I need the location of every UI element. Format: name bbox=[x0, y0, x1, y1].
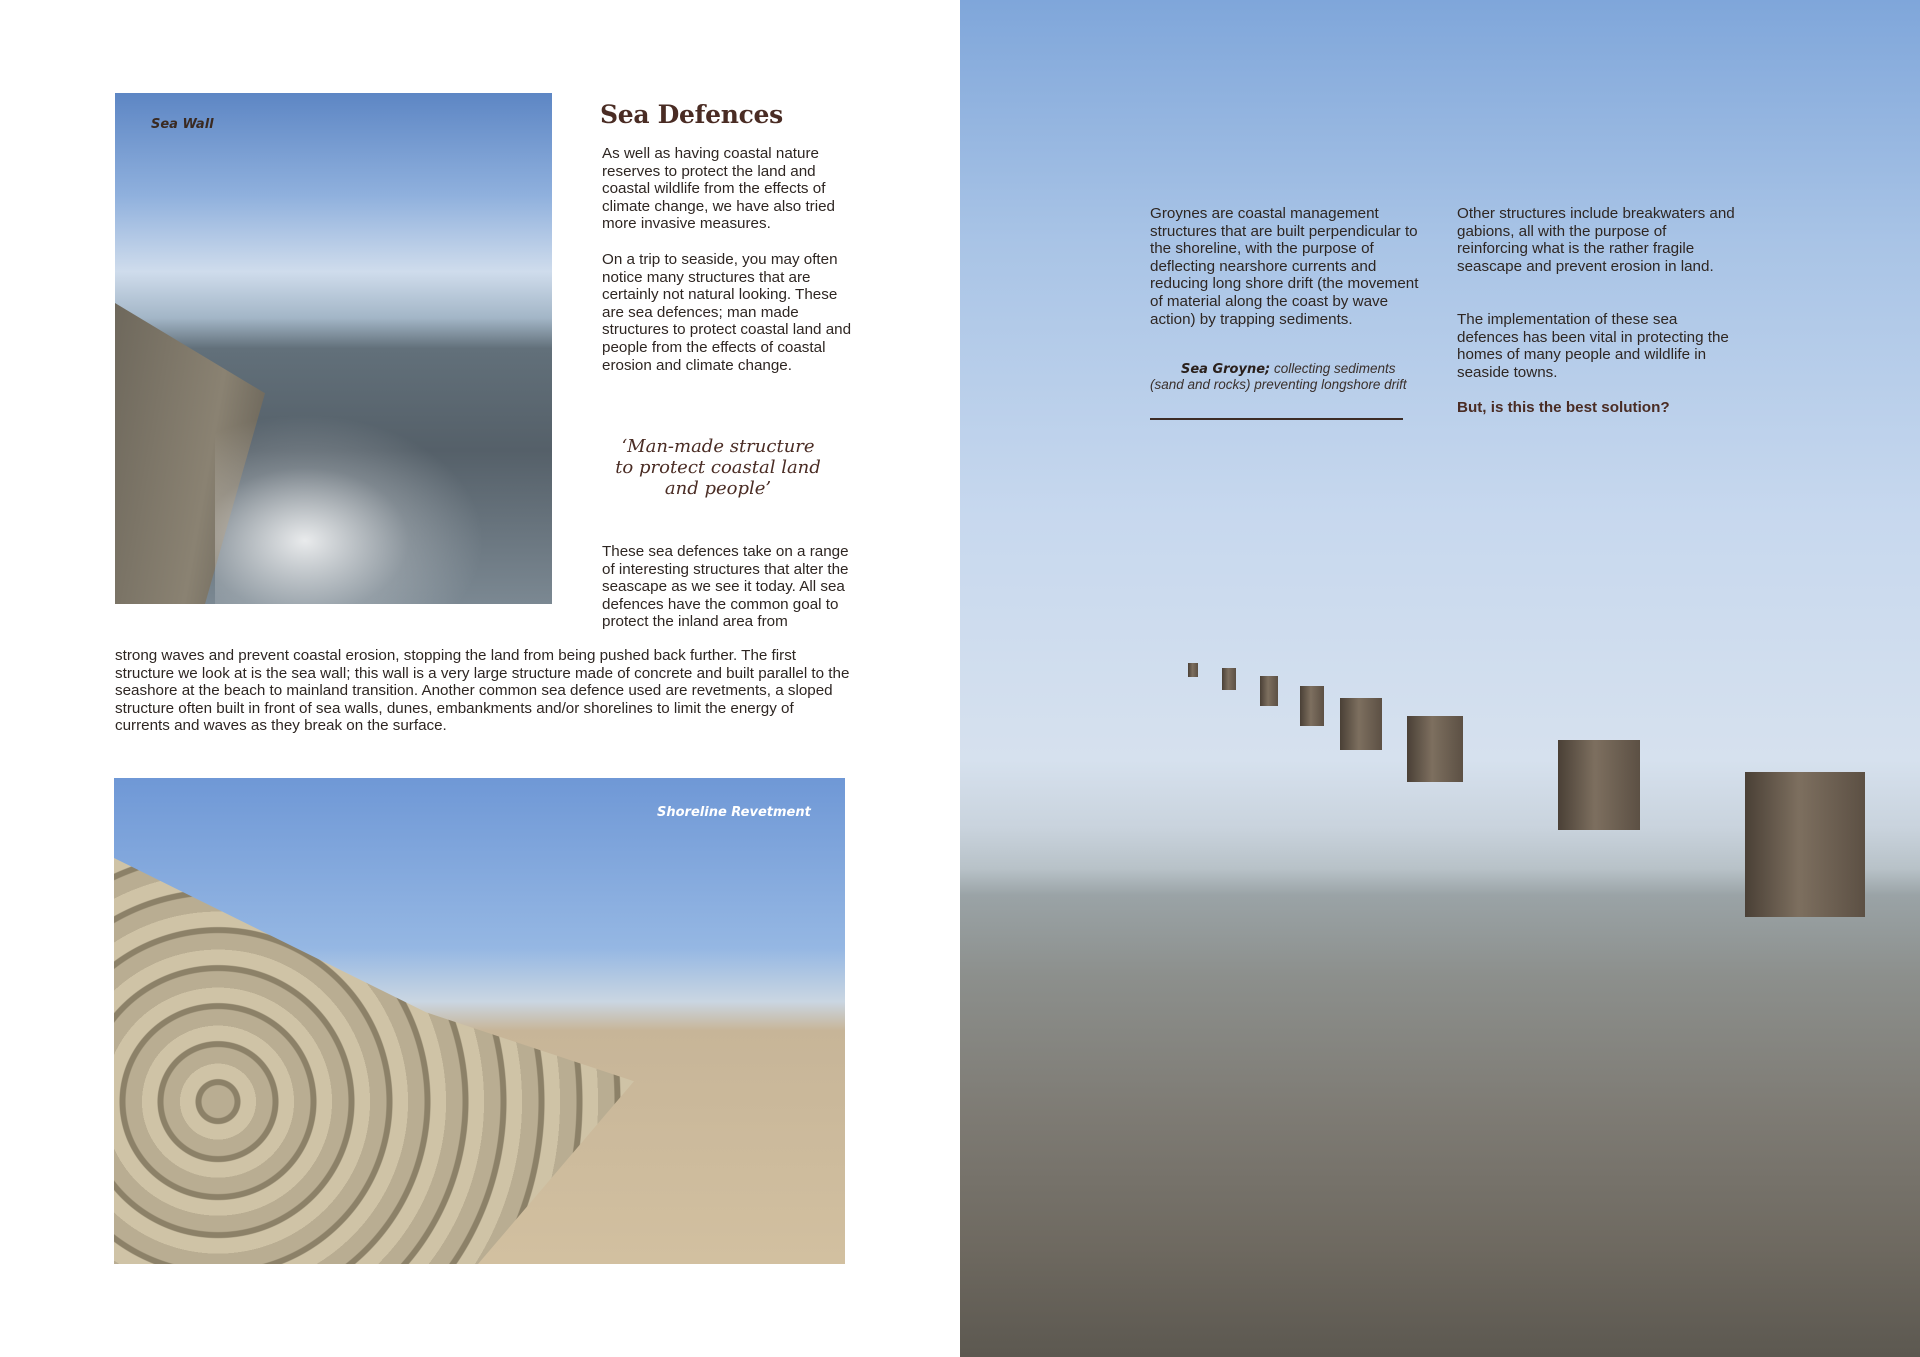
groyne-caption-text: collecting sediments (sand and rocks) preventing longshore drift bbox=[1150, 361, 1407, 392]
pull-quote: ‘Man-made structure to protect coastal land and people’ bbox=[615, 436, 821, 499]
caption-divider bbox=[1150, 418, 1403, 420]
groyne-photo-page bbox=[960, 0, 1920, 1357]
groyne-post bbox=[1260, 676, 1278, 706]
closing-question: But, is this the best solution? bbox=[1457, 399, 1670, 416]
sea-wall-caption: Sea Wall bbox=[151, 117, 214, 132]
groyne-post bbox=[1745, 772, 1865, 917]
groyne-caption bbox=[1150, 362, 1420, 392]
groyne-post bbox=[1300, 686, 1324, 726]
structures-paragraph-continued: strong waves and prevent coastal erosion, stopping the land from being pushed back further. The first structure we look at is the sea wall; this wall is a very large structure made of concrete and built parallel to the seashore at the beach to mainland transition. Another common sea defence used are revetments, a sloped structure often built in front of sea walls, dunes, embankments and/or shorelines to limit the energy of currents and waves as they break on the surface. bbox=[115, 647, 850, 735]
revetment-photo bbox=[114, 778, 845, 1264]
sea-defences-paragraph: On a trip to seaside, you may often notice many structures that are certainly not natural looking. These are sea defences; man made structures to protect coastal land and people from the effects of coastal erosion and climate change. bbox=[602, 251, 852, 374]
groyne-post bbox=[1222, 668, 1236, 690]
groyne-post bbox=[1407, 716, 1463, 782]
wave-foam bbox=[215, 393, 515, 604]
groyne-post bbox=[1340, 698, 1382, 750]
groynes-paragraph: Groynes are coastal management structures that are built perpendicular to the shoreline, with the purpose of deflecting nearshore currents and reducing long shore drift (the movement of material along the coast by wave action) by trapping sediments. bbox=[1150, 205, 1419, 328]
intro-paragraph: As well as having coastal nature reserves to protect the land and coastal wildlife from the effects of climate change, we have also tried more invasive measures. bbox=[602, 145, 836, 233]
groyne-post bbox=[1558, 740, 1640, 830]
structures-paragraph: These sea defences take on a range of interesting structures that alter the seascape as we see it today. All sea defences have the common goal to protect the inland area from bbox=[602, 543, 849, 631]
revetment-blocks bbox=[114, 858, 634, 1264]
implementation-paragraph: The implementation of these sea defences has been vital in protecting the homes of many people and wildlife in seaside towns. bbox=[1457, 311, 1729, 381]
other-structures-paragraph: Other structures include breakwaters and gabions, all with the purpose of reinforcing what is the rather fragile seascape and prevent erosion in land. bbox=[1457, 205, 1735, 275]
page-title: Sea Defences bbox=[600, 100, 783, 129]
revetment-caption: Shoreline Revetment bbox=[657, 805, 811, 820]
sea-wall-photo bbox=[115, 93, 552, 604]
groyne-caption-title: Sea Groyne; bbox=[1181, 362, 1271, 377]
groyne-post bbox=[1188, 663, 1198, 677]
